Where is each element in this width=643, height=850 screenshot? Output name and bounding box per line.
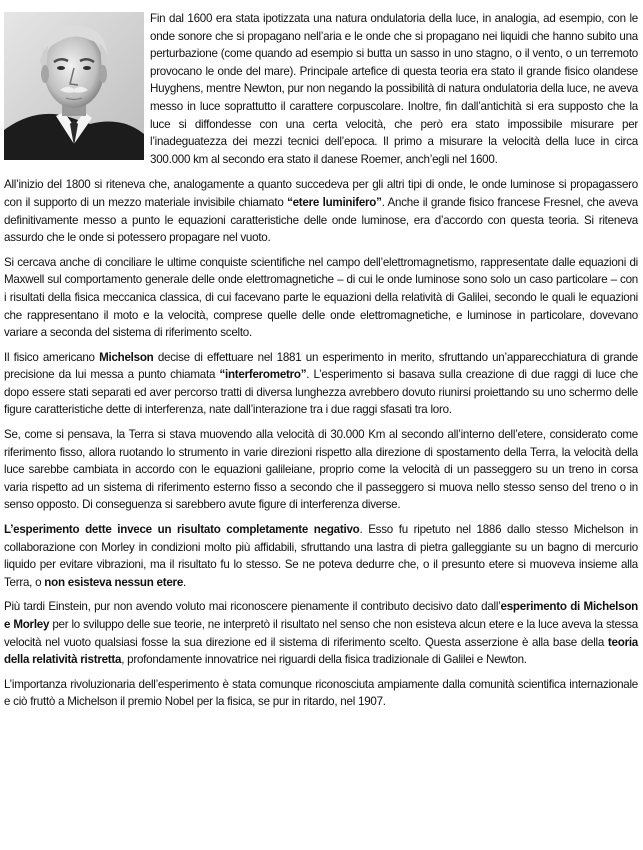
text: All’inizio del 1800 si riteneva che, analogamente a quanto succedeva per gli altri tipi di onde, le onde luminose si propagassero con il supporto di un mezzo materiale invisibile chiamato <box>4 178 638 209</box>
article <box>4 10 638 711</box>
text: L’importanza rivoluzionaria dell’esperimento è stata comunque riconosciuta ampiamente dalla comunità scientifica internazionale e ciò fruttò a Michelson il premio Nobel per la fisica, se pur in ritardo, nel 1907. <box>4 677 638 709</box>
paragraph-2 <box>4 176 638 246</box>
bold-statement-risultato-negativo: L’esperimento dette invece un risultato completamente negativo <box>4 523 360 537</box>
text: per lo sviluppo delle sue teorie, ne interpretò il risultato nel senso che non esisteva alcun etere e la luce aveva la stessa velocità nel vuoto qualsiasi fosse la sua direzione ed il sistema di riferimento scelto. Questa asserzione è alla base della <box>4 618 638 649</box>
text: Se, come si pensava, la Terra si stava muovendo alla velocità di 30.000 Km al secondo all’interno dell’etere, considerato come riferimento fisso, allora ruotando lo strumento in varie direzioni rispetto alla direzione di spostamento della Terra, la velocità della luce sarebbe cambiata in accordo con le equazioni galileiane, proprio come la velocità di un passeggero su un treno in corsa varia rispetto ad un sistema di riferimento esterno fisso a secondo che il passeggero si muova nello stesso senso del treno o in senso opposto. Di conseguenza si sarebbero avute figure di interferenza diverse. <box>4 428 638 512</box>
paragraph-7 <box>4 598 638 668</box>
text: Il fisico americano <box>4 350 100 364</box>
bold-term-interferometro: “interferometro” <box>219 368 307 382</box>
text: decise di effettuare nel 1881 un esperimento in merito, sfruttando un’apparecchiatura di grande precisione da lui messa a punto chiamata <box>4 350 638 382</box>
paragraph-6 <box>4 521 638 591</box>
bold-statement-nessun-etere: non esisteva nessun etere <box>44 575 184 589</box>
paragraph-5 <box>4 426 638 514</box>
paragraph-1-text: Fin dal 1600 era stata ipotizzata una natura ondulatoria della luce, in analogia, ad esempio, con le onde sonore che si propagano nell’aria e le onde che si propagano nei liquidi che hanno subito una perturbazione (come quando ad esempio si butta un sasso in uno stagno, o il vento, o un terremoto provocano le onde del mare). Principale artefice di questa teoria era stato il grande fisico olandese Huyghens, mentre Newton, pur non negando la possibilità di natura ondulatoria della luce, ne aveva messo in luce soprattutto il carattere corpuscolare. Inoltre, fin dall’antichità si era supposto che la luce si diffondesse con una certa velocità, che però era stato impossibile misurare per l’inadeguatezza dei mezzi tecnici dell’epoca. Il primo a misurare la velocità della luce in circa 300.000 km al secondo era stato il danese Roemer, anch’egli nel 1600. <box>150 12 638 166</box>
text: . L’esperimento si basava sulla creazione di due raggi di luce che dopo essere stati separati ed aver percorso tratti di diversa lunghezza avrebbero dovuto riunirsi proiettando su uno schermo delle figure caratteristiche dette di interferenza, nate dall’interazione tra i due raggi sfasati tra loro. <box>4 368 638 417</box>
text: , profondamente innovatrice nei riguardi della fisica tradizionale di Galilei e Newton. <box>121 653 527 667</box>
bold-term-michelson: Michelson <box>99 350 154 364</box>
paragraph-8 <box>4 676 638 711</box>
paragraph-1 <box>150 10 638 168</box>
intro-section <box>4 10 638 168</box>
text: . <box>183 575 186 589</box>
text: Più tardi Einstein, pur non avendo voluto mai riconoscere pienamente il contributo decisivo dato dall’ <box>4 600 501 614</box>
text: Si cercava anche di conciliare le ultime conquiste scientifiche nel campo dell’elettromagnetismo, rappresentate dalle equazioni di Maxwell sul comportamento generale delle onde elettromagnetiche – di cui le onde luminose sono solo un caso particolare – con i risultati della fisica meccanica classica, di cui facevano parte le equazioni della relatività di Galilei, secondo le quali le equazioni che rappresentano il moto e la velocità, comprese quelle delle onde elettromagnetiche, e luminose in particolare, dovevano variare a seconda del sistema di riferimento scelto. <box>4 255 638 340</box>
bold-term-relativita-ristretta: teoria della relatività ristretta <box>4 635 638 667</box>
paragraph-3 <box>4 254 638 342</box>
text: . Anche il grande fisico francese Fresnel, che aveva definitivamente messo a punto le equazioni caratteristiche delle onde luminose, era d’accordo con questa teoria. Si riteneva assurdo che le onde si potessero propagare nel vuoto. <box>4 195 638 245</box>
bold-term-michelson-morley: esperimento di Michelson e Morley <box>4 600 638 631</box>
paragraph-4 <box>4 349 638 419</box>
text: . Esso fu ripetuto nel 1886 dallo stesso Michelson in collaborazione con Morley in condizioni molto più affidabili, sfruttando una lastra di pietra galleggiante su un bagno di mercurio liquido per evitare vibrazioni, ma il risultato fu lo stesso. Se ne poteva dedurre che, o il presunto etere si muoveva insieme alla Terra, o <box>4 523 638 589</box>
bold-term-etere-luminifero: “etere luminifero” <box>287 195 382 209</box>
body-section <box>4 176 638 711</box>
man-portrait-photo <box>4 12 144 160</box>
